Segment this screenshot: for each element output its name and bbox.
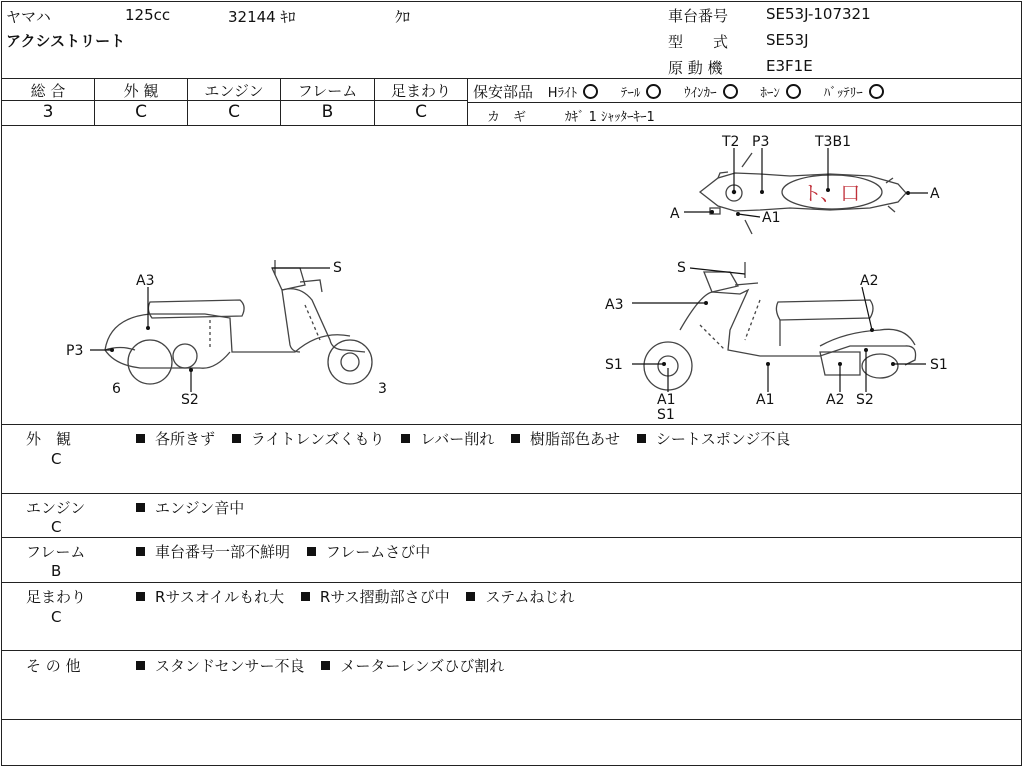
note-item: エンジン音中 xyxy=(155,499,245,517)
note-item: Rサスオイルもれ大 xyxy=(155,588,285,606)
key-label: カ ギ xyxy=(487,110,527,125)
diagram-label: S1 xyxy=(657,407,675,423)
diagram-label: A1 xyxy=(762,210,781,226)
engine-label: 原 動 機 xyxy=(668,59,723,77)
bullet-icon xyxy=(136,661,145,670)
diagram-label: S2 xyxy=(856,392,874,408)
note-item: フレームさび中 xyxy=(325,543,431,561)
section-label-frame: フレーム xyxy=(26,543,86,561)
section-grade-engine: C xyxy=(51,518,62,536)
frame-no: SE53J-107321 xyxy=(766,5,871,23)
bullet-icon xyxy=(401,434,410,443)
grade-value-overall: 3 xyxy=(42,102,54,122)
grade-value-exterior: C xyxy=(135,102,147,122)
handwritten-note: ト、口 xyxy=(802,181,861,205)
diagram-label: A2 xyxy=(826,392,845,408)
note-item: 車台番号一部不鮮明 xyxy=(155,543,291,561)
grade-label-overall: 総 合 xyxy=(30,82,66,100)
notes-exterior xyxy=(136,428,790,449)
diagram-label: A xyxy=(930,186,940,202)
section-label-engine: エンジン xyxy=(26,499,86,517)
displacement: 125cc xyxy=(125,6,171,24)
diagram-label: 3 xyxy=(378,381,387,397)
grade-value-engine: C xyxy=(228,102,240,122)
diagram-label: A1 xyxy=(657,392,676,408)
diagram-label: T3B1 xyxy=(815,134,851,150)
safety-item-tail: ﾃｰﾙ xyxy=(621,86,662,101)
bullet-icon xyxy=(466,592,475,601)
grade-label-frame: フレーム xyxy=(297,82,358,100)
type-label: 型 式 xyxy=(668,33,729,51)
diagram-label: A2 xyxy=(860,273,879,289)
safety-item-winker: ｳｲﾝｶｰ xyxy=(684,86,738,101)
diagram-label: S xyxy=(677,260,686,276)
bullet-icon xyxy=(321,661,330,670)
note-item: メーターレンズひび割れ xyxy=(340,657,505,675)
mileage: 32144 ｷﾛ xyxy=(228,8,296,26)
section-label-exterior: 外 観 xyxy=(26,430,72,448)
bullet-icon xyxy=(136,434,145,443)
color: ｸﾛ xyxy=(395,8,411,26)
note-item: ライトレンズくもり xyxy=(250,430,385,448)
bullet-icon xyxy=(511,434,520,443)
note-item: 各所きず xyxy=(155,430,216,448)
bullet-icon xyxy=(136,503,145,512)
grade-value-frame: B xyxy=(321,102,334,122)
note-item: 樹脂部色あせ xyxy=(530,430,621,448)
grade-label-engine: エンジン xyxy=(204,82,264,100)
safety-item-headlight: Hﾗｲﾄ xyxy=(548,86,598,101)
diagram-label: 6 xyxy=(112,381,121,397)
bullet-icon xyxy=(307,547,316,556)
diagram-label: S1 xyxy=(930,357,948,373)
diagram-label: S xyxy=(333,260,342,276)
grade-label-suspension: 足まわり xyxy=(390,82,451,100)
note-item: ステムねじれ xyxy=(485,588,575,606)
bullet-icon xyxy=(637,434,646,443)
grade-value-suspension: C xyxy=(415,102,427,122)
section-grade-suspension: C xyxy=(51,608,62,626)
diagram-label: P3 xyxy=(752,134,770,150)
notes-suspension xyxy=(136,586,574,607)
section-grade-frame: B xyxy=(51,562,62,580)
notes-other xyxy=(136,655,504,676)
bullet-icon xyxy=(136,592,145,601)
maker: ヤマハ xyxy=(6,8,51,26)
diagram-label: A3 xyxy=(605,297,624,313)
bullet-icon xyxy=(301,592,310,601)
bullet-icon xyxy=(136,547,145,556)
note-item: シートスポンジ不良 xyxy=(655,430,791,448)
notes-frame xyxy=(136,541,430,562)
type: SE53J xyxy=(766,31,809,49)
safety-item-horn: ﾎｰﾝ xyxy=(760,86,801,101)
diagram-label: A3 xyxy=(136,273,155,289)
bullet-icon xyxy=(232,434,241,443)
model-name: アクシストリート xyxy=(6,32,126,50)
engine: E3F1E xyxy=(766,57,813,75)
diagram-label: S2 xyxy=(181,392,199,408)
notes-engine xyxy=(136,497,244,518)
diagram-label: T2 xyxy=(722,134,740,150)
note-item: レバー削れ xyxy=(420,430,495,448)
note-item: スタンドセンサー不良 xyxy=(155,657,305,675)
diagram-label: P3 xyxy=(66,343,84,359)
safety-title: 保安部品 xyxy=(473,83,534,101)
section-grade-exterior: C xyxy=(51,450,62,468)
frame-no-label: 車台番号 xyxy=(668,7,729,25)
section-label-suspension: 足まわり xyxy=(26,588,87,606)
key-value: ｶｷﾞ 1 ｼｬｯﾀｰｷｰ1 xyxy=(565,110,655,125)
note-item: Rサス摺動部さび中 xyxy=(319,588,450,606)
safety-item-battery: ﾊﾞｯﾃﾘｰ xyxy=(824,86,884,101)
section-label-other: そ の 他 xyxy=(26,657,81,675)
diagram-label: S1 xyxy=(605,357,623,373)
diagram-label: A1 xyxy=(756,392,775,408)
diagram-label: A xyxy=(670,206,680,222)
grade-label-exterior: 外 観 xyxy=(123,82,159,100)
